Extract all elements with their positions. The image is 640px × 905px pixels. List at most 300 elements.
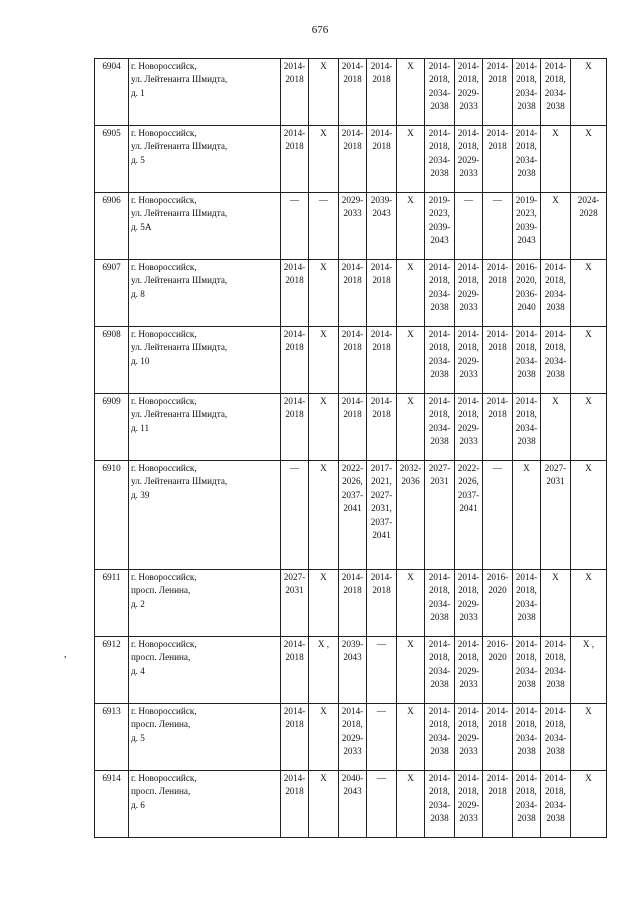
period-value: Х [552,572,559,582]
period-value: 2018 [343,585,362,596]
period-value: 2014- [457,329,480,339]
period-value: 2034- [515,598,538,609]
period-value: 2018 [372,74,391,85]
period-cell [513,327,541,394]
table-row [95,570,607,637]
period-cell [397,126,425,193]
record-number-cell: 6909 [95,394,129,461]
period-cell [455,126,483,193]
period-cell [483,59,513,126]
period-value: 2014- [515,396,538,406]
period-value: 2034- [428,732,451,743]
period-value: 2038 [430,369,449,380]
period-cell [339,461,367,570]
period-cell [513,637,541,704]
period-value: 2038 [430,679,449,690]
period-value: 2018 [488,786,507,797]
record-number-cell: 6904 [95,59,129,126]
period-value: Х [320,706,327,716]
period-value: 2034- [515,154,538,165]
address-cell [129,260,281,327]
period-value: 2041 [372,530,391,541]
period-cell [397,771,425,838]
period-cell [571,193,607,260]
period-value: 2018 [343,275,362,286]
period-value: 2014- [544,706,567,716]
period-cell [455,771,483,838]
period-cell [309,126,339,193]
period-value: 2038 [546,746,565,757]
period-value: 2014- [428,706,451,716]
period-value: 2014- [341,706,364,716]
period-value: 2014- [370,262,393,272]
period-value: 2014- [457,773,480,783]
period-cell [367,193,397,260]
period-value: 2038 [517,746,536,757]
period-value: 2043 [430,235,449,246]
period-cell [425,260,455,327]
period-value: Х [320,572,327,582]
period-value: 2016- [486,639,509,649]
period-cell [281,704,309,771]
period-value: 2014- [544,773,567,783]
period-value: — [289,463,300,473]
period-value: Х [585,396,592,406]
period-value: 2014- [457,128,480,138]
period-cell [425,637,455,704]
period-value: 2038 [546,679,565,690]
period-value: 2029- [457,355,480,366]
period-value: Х [585,572,592,582]
period-value: 2029- [457,799,480,810]
period-cell [367,461,397,570]
period-value: 2040- [341,773,364,783]
period-value: Х [407,572,414,582]
period-cell [425,394,455,461]
period-cell [425,327,455,394]
period-value: 2018, [545,74,566,85]
period-value: 2018, [429,786,450,797]
period-value: Х [320,463,327,473]
address-line: г. Новороссийск, [131,128,197,138]
period-cell [455,704,483,771]
period-value: 2014- [457,396,480,406]
period-cell [309,59,339,126]
address-line: просп. Ленина, [131,719,191,730]
period-value: 2018 [343,74,362,85]
period-value: 2014- [486,128,509,138]
period-cell [483,461,513,570]
address-line: д. 5 [131,154,145,165]
period-value: 2043 [372,208,391,219]
period-value: 2038 [546,302,565,313]
period-value: 2014- [283,773,306,783]
period-cell [571,327,607,394]
period-value: 2018, [458,585,479,596]
period-value: Х [407,773,414,783]
period-value: 2018, [429,652,450,663]
period-value: 2023, [516,208,537,219]
period-cell [541,704,571,771]
period-value: — [492,195,503,205]
period-value: 2018, [458,141,479,152]
period-cell [397,59,425,126]
address-line: г. Новороссийск, [131,262,197,272]
period-value: 2027- [428,463,451,473]
period-value: 2033 [459,302,478,313]
period-value: 2014- [544,329,567,339]
period-value: 2018, [545,652,566,663]
period-cell [339,570,367,637]
period-value: 2031, [371,503,392,514]
period-value: 2014- [428,61,451,71]
period-value: 2039- [515,221,538,232]
period-value: 2043 [517,235,536,246]
period-cell [571,260,607,327]
period-value: 2033 [459,101,478,112]
address-line: ул. Лейтенанта Шмидта, [131,74,228,85]
period-value: 2033 [459,168,478,179]
period-cell [397,260,425,327]
period-cell [397,461,425,570]
period-value: Х [407,262,414,272]
address-line: ул. Лейтенанта Шмидта, [131,409,228,420]
period-value: 2014- [370,396,393,406]
period-value: 2014- [428,128,451,138]
period-value: 2032- [399,463,422,473]
period-value: 2033 [459,746,478,757]
period-value: 2018, [429,74,450,85]
address-cell [129,570,281,637]
period-value: 2018 [285,786,304,797]
period-value: 2020, [516,275,537,286]
period-cell [571,637,607,704]
address-cell [129,771,281,838]
period-cell [367,126,397,193]
period-value: 2026, [342,476,363,487]
period-value: 2014- [370,128,393,138]
period-cell [483,771,513,838]
record-number-cell: 6913 [95,704,129,771]
table-row [95,637,607,704]
address-line: просп. Ленина, [131,585,191,596]
period-value: 2029- [341,732,364,743]
period-value: 2018, [429,342,450,353]
period-value: Х [407,61,414,71]
period-value: 2031 [430,476,449,487]
period-value: 2014- [486,262,509,272]
period-cell [425,59,455,126]
period-cell [425,461,455,570]
period-value: 2018, [429,275,450,286]
period-cell [367,260,397,327]
period-value: 2038 [517,369,536,380]
period-value: 2018, [516,141,537,152]
period-value: 2020 [488,652,507,663]
period-cell [397,570,425,637]
period-value: — [376,706,387,716]
period-cell [541,126,571,193]
period-value: 2018 [488,719,507,730]
period-value: 2034- [544,288,567,299]
period-value: 2029- [457,288,480,299]
period-cell [309,394,339,461]
period-cell [513,260,541,327]
period-value: 2033 [459,612,478,623]
address-line: ул. Лейтенанта Шмидта, [131,342,228,353]
period-value: 2014- [515,572,538,582]
period-cell [281,126,309,193]
period-value: 2039- [370,195,393,205]
period-cell [513,704,541,771]
period-value: Х [585,262,592,272]
address-line: д. 5 [131,732,145,743]
address-line: ул. Лейтенанта Шмидта, [131,141,228,152]
period-value: 2034- [515,355,538,366]
period-cell [309,260,339,327]
period-cell [425,193,455,260]
page-number: 676 [311,24,329,36]
period-value: 2038 [430,612,449,623]
period-value: 2038 [517,168,536,179]
period-value: 2043 [343,786,362,797]
period-cell [309,570,339,637]
period-cell [483,704,513,771]
period-value: 2018 [343,409,362,420]
period-value: 2014- [457,262,480,272]
period-value: 2034- [515,665,538,676]
record-number-cell: 6914 [95,771,129,838]
period-value: 2014- [457,639,480,649]
period-value: 2018 [285,719,304,730]
period-cell [425,704,455,771]
period-value: Х [585,61,592,71]
period-value: 2014- [428,396,451,406]
period-cell [513,570,541,637]
table-row [95,59,607,126]
period-value: 2034- [544,732,567,743]
period-value: Х [320,262,327,272]
table-row [95,193,607,260]
period-value: 2033 [459,813,478,824]
period-value: 2038 [430,436,449,447]
period-value: 2031 [285,585,304,596]
period-value: 2038 [517,679,536,690]
period-cell [367,704,397,771]
period-value: 2014- [457,61,480,71]
address-line: просп. Ленина, [131,786,191,797]
record-number-cell: 6911 [95,570,129,637]
period-value: 2014- [283,128,306,138]
period-cell [367,394,397,461]
period-value: 2043 [343,652,362,663]
period-value: 2018 [285,652,304,663]
period-cell [425,126,455,193]
period-value: 2026, [458,476,479,487]
period-cell [571,394,607,461]
period-value: 2014- [341,262,364,272]
period-value: — [376,773,387,783]
period-cell [541,771,571,838]
address-line: г. Новороссийск, [131,706,197,716]
period-value: Х , [317,639,330,649]
period-value: Х [585,706,592,716]
period-value: 2036 [401,476,420,487]
period-cell [541,260,571,327]
period-value: — [318,195,329,205]
period-cell [541,637,571,704]
period-value: 2014- [457,572,480,582]
period-value: 2031 [546,476,565,487]
address-line: г. Новороссийск, [131,463,197,473]
period-value: 2018, [458,652,479,663]
period-value: — [289,195,300,205]
address-line: г. Новороссийск, [131,61,197,71]
period-value: 2014- [341,61,364,71]
period-value: Х [552,128,559,138]
period-value: 2018, [458,409,479,420]
period-value: 2039- [341,639,364,649]
period-value: 2017- [370,463,393,473]
period-value: 2033 [343,208,362,219]
period-value: 2018, [342,719,363,730]
period-value: Х [407,195,414,205]
period-cell [455,570,483,637]
period-value: 2038 [546,101,565,112]
period-value: Х [407,128,414,138]
period-value: 2018, [516,409,537,420]
period-cell [339,126,367,193]
period-cell [483,193,513,260]
period-cell [513,394,541,461]
period-value: Х [552,396,559,406]
period-value: 2034- [515,732,538,743]
period-cell [397,637,425,704]
period-cell [281,260,309,327]
period-value: 2033 [459,436,478,447]
address-line: г. Новороссийск, [131,329,197,339]
period-cell [397,327,425,394]
record-number-cell: 6905 [95,126,129,193]
period-cell [339,704,367,771]
address-cell [129,461,281,570]
period-value: 2037- [457,489,480,500]
period-value: 2018, [516,786,537,797]
period-value: 2014- [283,61,306,71]
period-cell [281,394,309,461]
period-cell [455,260,483,327]
period-value: 2034- [544,355,567,366]
period-value: Х [552,195,559,205]
period-cell [571,59,607,126]
period-cell [397,704,425,771]
period-value: 2014- [515,639,538,649]
period-cell [281,193,309,260]
period-value: 2018, [545,719,566,730]
period-value: 2014- [428,262,451,272]
period-value: 2018, [429,141,450,152]
period-value: 2014- [428,572,451,582]
period-value: Х [585,329,592,339]
period-cell [541,461,571,570]
period-value: 2014- [544,639,567,649]
period-value: 2014- [283,262,306,272]
period-value: 2029- [457,665,480,676]
period-value: 2018, [516,719,537,730]
address-line: г. Новороссийск, [131,396,197,406]
period-value: Х [407,329,414,339]
period-value: 2034- [544,87,567,98]
period-value: 2034- [428,154,451,165]
period-value: 2018 [488,141,507,152]
period-value: 2018, [516,652,537,663]
period-cell [571,771,607,838]
period-value: 2034- [428,598,451,609]
period-value: Х [585,463,592,473]
period-value: 2027- [544,463,567,473]
period-value: 2014- [341,128,364,138]
period-value: 2014- [341,329,364,339]
period-cell [367,59,397,126]
address-cell [129,193,281,260]
table-row [95,394,607,461]
period-value: 2036- [515,288,538,299]
period-cell [483,637,513,704]
period-value: 2018 [285,342,304,353]
record-number-cell: 6908 [95,327,129,394]
period-cell [367,327,397,394]
period-value: 2018 [372,342,391,353]
period-cell [513,771,541,838]
period-value: 2018 [343,342,362,353]
period-cell [483,570,513,637]
period-value: 2019- [515,195,538,205]
period-value: 2041 [343,503,362,514]
period-value: 2018 [343,141,362,152]
period-value: 2018, [545,786,566,797]
period-cell [541,570,571,637]
period-value: 2038 [430,746,449,757]
period-value: 2018 [285,141,304,152]
period-value: 2038 [546,813,565,824]
period-value: 2033 [459,679,478,690]
period-cell [455,637,483,704]
period-value: 2034- [428,799,451,810]
period-value: 2018, [516,342,537,353]
period-cell [483,327,513,394]
address-line: г. Новороссийск, [131,195,197,205]
period-cell [571,570,607,637]
period-cell [455,193,483,260]
period-cell [513,126,541,193]
period-cell [367,570,397,637]
period-value: Х [407,706,414,716]
period-cell [309,461,339,570]
period-cell [455,327,483,394]
period-value: 2034- [544,665,567,676]
period-value: 2014- [486,706,509,716]
period-value: 2038 [517,813,536,824]
period-value: 2034- [515,799,538,810]
period-value: 2014- [515,128,538,138]
period-cell [541,193,571,260]
period-value: 2018 [372,585,391,596]
period-value: 2018, [429,409,450,420]
period-value: 2014- [283,706,306,716]
period-value: 2034- [428,665,451,676]
period-value: 2014- [428,773,451,783]
period-cell [425,771,455,838]
